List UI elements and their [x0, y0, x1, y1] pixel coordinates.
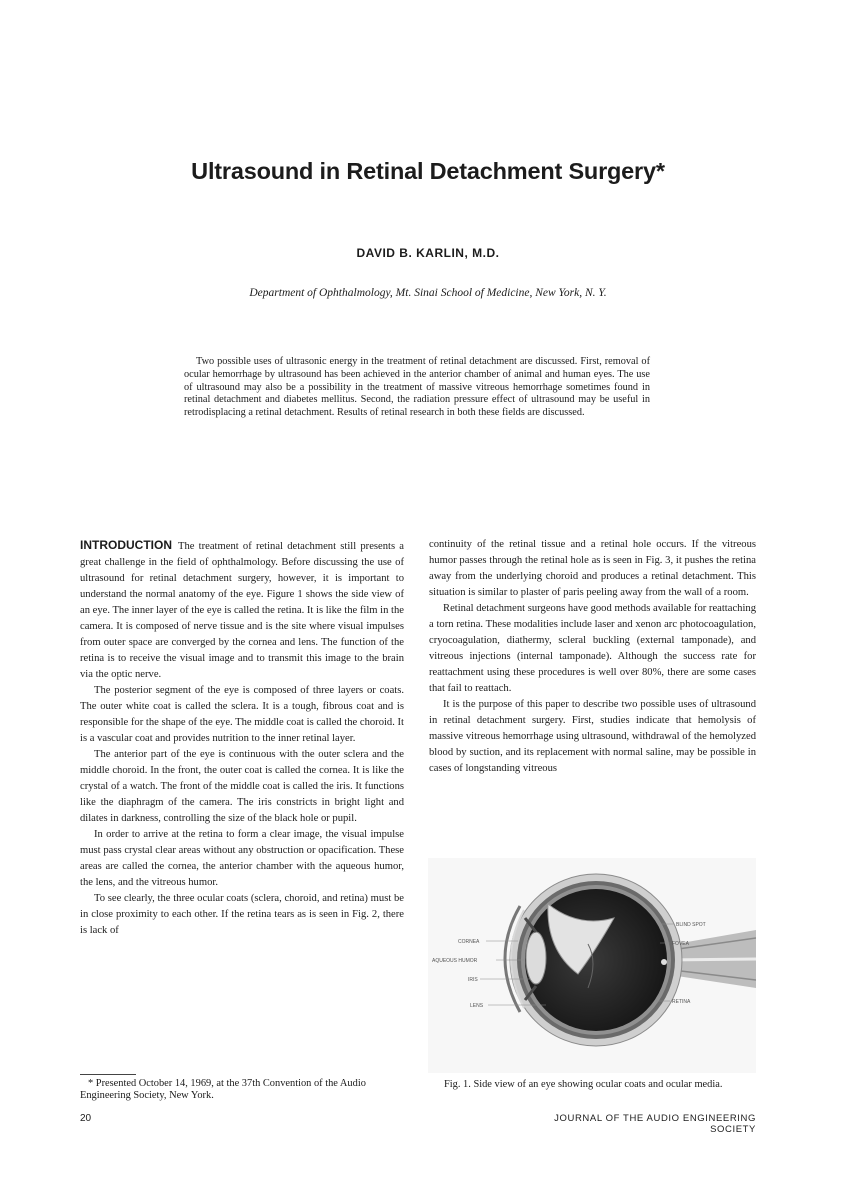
- abstract: Two possible uses of ultrasonic energy in the treatment of retinal detachment are discussed. First, removal of ocular hemorrhage by ultrasound has been achieved in the anterior chamber of animal and human eyes. The use of ultrasound may also be a possibility in the treatment of massive vitreous hemorrhage sometimes found in retinal detachment and diabetes mellitus. Second, the radiation pressure effect of ultrasound may be useful in retrodisplacing a retinal detachment. Results of retinal research in both these fields are discussed.: [184, 356, 650, 419]
- author-affiliation: Department of Ophthalmology, Mt. Sinai School of Medicine, New York, N. Y.: [249, 287, 607, 299]
- label-iris: IRIS: [468, 977, 478, 983]
- page-number: 20: [80, 1113, 92, 1124]
- left-column: [80, 537, 404, 939]
- body-text: The treatment of retinal detachment still presents a great challenge in the field of ophthalmology. Before discussing the use of ultrasound for retinal detachment surgery, however, it is important to understand the normal anatomy of the eye. Figure 1 shows the side view of an eye. The inner layer of the eye is called the retina. It is like the film in the camera. It is composed of nerve tissue and is the site where visual impulses from outer space are converged by the cornea and lens. The function of the retina is to receive the visual image and to transmit this image to the brain via the optic nerve.: [80, 541, 404, 680]
- right-column: [429, 537, 756, 777]
- body-paragraph: The anterior part of the eye is continuous with the outer sclera and the middle choroid. In the front, the outer coat is called the cornea. It is like the crystal of a watch. The front of the middle coat is called the iris. It functions like the diaphragm of the camera. The iris constricts in bright light and dilates in darkness, controlling the size of the black hole or pupil.: [80, 749, 404, 824]
- body-paragraph: To see clearly, the three ocular coats (sclera, choroid, and retina) must be in close proximity to each other. If the retina tears as is seen in Fig. 2, there is lack of: [80, 893, 404, 936]
- eye-illustration: [428, 858, 756, 1073]
- label-blind-spot: BLIND SPOT: [676, 922, 706, 928]
- label-fovea: FOVEA: [672, 941, 689, 947]
- body-paragraph: Retinal detachment surgeons have good methods available for reattaching a torn retina. These modalities include laser and xenon arc photocoagulation, cryocoagulation, diathermy, scleral buckling (external tamponade), and vitreous injections (internal tamponade). Although the success rate for reattachment using these procedures is well over 80%, there are some cases that fail to reattach.: [429, 603, 756, 694]
- body-paragraph: continuity of the retinal tissue and a retinal hole occurs. If the vitreous humor passes through the retinal hole as is seen in Fig. 3, it pushes the retina away from the underlying choroid and produces a retinal detachment. This situation is similar to plaster of paris peeling away from the wall of a room.: [429, 539, 756, 598]
- label-cornea: CORNEA: [458, 939, 480, 945]
- label-aqueous-humor: AQUEOUS HUMOR: [432, 958, 478, 964]
- footnote-divider: [80, 1074, 136, 1075]
- footnote: * Presented October 14, 1969, at the 37th Convention of the Audio Engineering Society, New York.: [80, 1078, 366, 1101]
- figure-caption: Fig. 1. Side view of an eye showing ocular coats and ocular media.: [444, 1079, 723, 1090]
- label-lens: LENS: [470, 1003, 484, 1009]
- body-paragraph: In order to arrive at the retina to form a clear image, the visual impulse must pass crystal clear areas without any obstruction or opacification. These areas are called the cornea, the anterior chamber with the aqueous humor, the lens, and the vitreous humor.: [80, 829, 404, 888]
- label-retina: RETINA: [672, 999, 691, 1005]
- body-paragraph: The posterior segment of the eye is composed of three layers or coats. The outer white coat is called the sclera. It is a tough, fibrous coat and is responsible for the shape of the eye. The middle coat is called the choroid. It is a vascular coat and provides nutrition to the inner retinal layer.: [80, 685, 404, 744]
- body-paragraph: It is the purpose of this paper to describe two possible uses of ultrasound in retinal detachment surgery. First, studies indicate that hemolysis of massive vitreous hemorrhage using ultrasound, withdrawal of the hemolyzed blood by suction, and its replacement with normal saline, may be possible in cases of longstanding vitreous: [429, 699, 756, 774]
- body-paragraph: [80, 537, 404, 683]
- journal-name: JOURNAL OF THE AUDIO ENGINEERING SOCIETY: [554, 1113, 756, 1135]
- figure-eye-diagram: [428, 858, 756, 1073]
- author-name: DAVID B. KARLIN, M.D.: [356, 246, 500, 260]
- paper-title: Ultrasound in Retinal Detachment Surgery*: [191, 158, 665, 184]
- section-heading-introduction: INTRODUCTION: [80, 538, 172, 552]
